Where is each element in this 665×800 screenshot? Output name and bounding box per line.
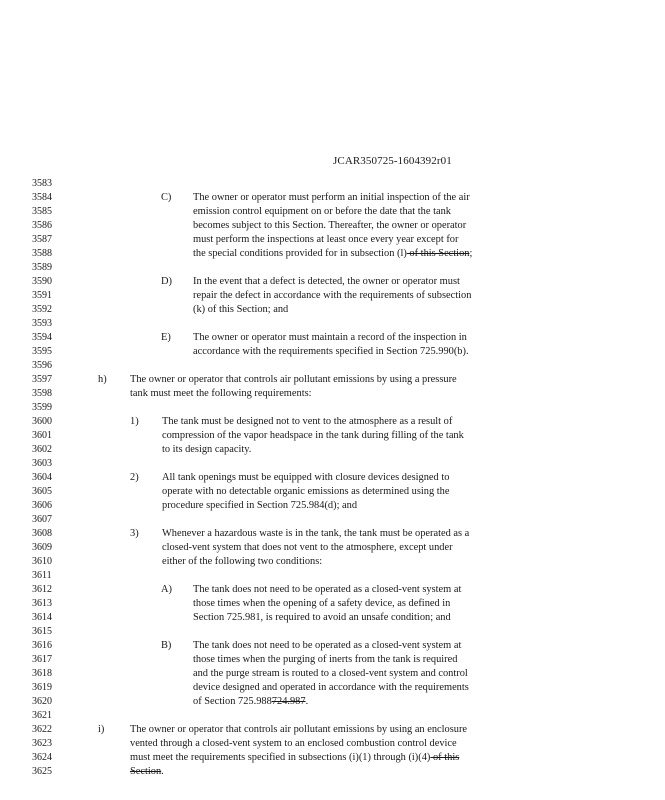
paragraph-line: operate with no detectable organic emissions as determined using the — [162, 486, 450, 497]
paragraph-line: accordance with the requirements specified in Section 725.990(b). — [193, 346, 469, 357]
line-number: 3595 — [32, 346, 52, 357]
line-number: 3602 — [32, 444, 52, 455]
paragraph-line: The tank does not need to be operated as a closed-vent system at — [193, 584, 462, 595]
paragraph-label: 3) — [130, 528, 139, 539]
line-number: 3585 — [32, 206, 52, 217]
paragraph-label: A) — [161, 584, 172, 595]
paragraph-line: device designed and operated in accordance with the requirements — [193, 682, 469, 693]
paragraph-line: Whenever a hazardous waste is in the tank, the tank must be operated as a — [162, 528, 470, 539]
line-number: 3624 — [32, 752, 52, 763]
line-number: 3600 — [32, 416, 52, 427]
paragraph-label: h) — [98, 374, 107, 385]
paragraph-label: i) — [98, 724, 105, 735]
paragraph-label: 1) — [130, 416, 139, 427]
paragraph-line: those times when the purging of inerts from the tank is required — [193, 654, 458, 665]
line-number: 3596 — [32, 360, 52, 371]
line-number: 3618 — [32, 668, 52, 679]
paragraph-line: In the event that a defect is detected, the owner or operator must — [193, 276, 460, 287]
line-number: 3590 — [32, 276, 52, 287]
line-number: 3586 — [32, 220, 52, 231]
line-number: 3625 — [32, 766, 52, 777]
paragraph-line: The owner or operator must perform an initial inspection of the air — [193, 192, 470, 203]
paragraph-line — [193, 248, 472, 260]
line-number: 3619 — [32, 682, 52, 693]
paragraph-text: . — [305, 696, 309, 707]
paragraph-line: repair the defect in accordance with the requirements of subsection — [193, 290, 472, 301]
paragraph-line: must perform the inspections at least once every year except for — [193, 234, 459, 245]
line-number: 3584 — [32, 192, 52, 203]
line-number: 3593 — [32, 318, 52, 329]
struck-text: of this — [430, 752, 460, 763]
struck-text: Section — [130, 766, 162, 777]
line-number: 3622 — [32, 724, 52, 735]
paragraph-line: compression of the vapor headspace in the tank during filling of the tank — [162, 430, 464, 441]
line-number: 3587 — [32, 234, 52, 245]
paragraph-line: tank must meet the following requirements: — [130, 388, 312, 399]
line-number: 3599 — [32, 402, 52, 413]
paragraph-text: . — [161, 766, 164, 777]
line-number: 3614 — [32, 612, 52, 623]
paragraph-line: The tank must be designed not to vent to the atmosphere as a result of — [162, 416, 453, 427]
paragraph-line: The owner or operator must maintain a record of the inspection in — [193, 332, 467, 343]
paragraph-line: The owner or operator that controls air pollutant emissions by using an enclosure — [130, 724, 468, 735]
line-number: 3612 — [32, 584, 52, 595]
paragraph-label: C) — [161, 192, 172, 203]
line-number: 3623 — [32, 738, 52, 749]
paragraph-line: to its design capacity. — [162, 444, 252, 455]
paragraph-line: emission control equipment on or before the date that the tank — [193, 206, 451, 217]
line-number: 3604 — [32, 472, 52, 483]
line-number: 3583 — [32, 178, 52, 189]
paragraph-line: vented through a closed-vent system to an enclosed combustion control device — [130, 738, 457, 749]
line-number: 3603 — [32, 458, 52, 469]
paragraph-text: ; — [469, 248, 473, 259]
line-number: 3616 — [32, 640, 52, 651]
paragraph-line: (k) of this Section; and — [193, 304, 289, 315]
line-number: 3591 — [32, 290, 52, 301]
paragraph-line — [130, 752, 459, 764]
paragraph-label: 2) — [130, 472, 139, 483]
line-number: 3609 — [32, 542, 52, 553]
paragraph-line: either of the following two conditions: — [162, 556, 323, 567]
document-id-header: JCAR350725-1604392r01 — [333, 155, 452, 167]
paragraph-line: All tank openings must be equipped with closure devices designed to — [162, 472, 450, 483]
paragraph-line — [193, 696, 308, 708]
line-number: 3589 — [32, 262, 52, 273]
paragraph-line: and the purge stream is routed to a closed-vent system and control — [193, 668, 468, 679]
line-number: 3598 — [32, 388, 52, 399]
struck-text: of this Section — [406, 248, 470, 259]
paragraph-label: D) — [161, 276, 172, 287]
paragraph-line: The tank does not need to be operated as a closed-vent system at — [193, 640, 462, 651]
line-number: 3617 — [32, 654, 52, 665]
line-number: 3613 — [32, 598, 52, 609]
line-number: 3594 — [32, 332, 52, 343]
paragraph-text: the special conditions provided for in subsection (l) — [193, 248, 407, 259]
line-number: 3608 — [32, 528, 52, 539]
line-number: 3611 — [32, 570, 52, 581]
line-number: 3620 — [32, 696, 52, 707]
paragraph-line — [130, 766, 164, 778]
line-number: 3606 — [32, 500, 52, 511]
line-number: 3607 — [32, 514, 52, 525]
paragraph-line: becomes subject to this Section. Thereafter, the owner or operator — [193, 220, 467, 231]
paragraph-text: must meet the requirements specified in subsections (i)(1) through (i)(4) — [130, 752, 431, 763]
paragraph-line: procedure specified in Section 725.984(d); and — [162, 500, 358, 511]
line-number: 3592 — [32, 304, 52, 315]
struck-text: 724.987 — [271, 696, 306, 707]
paragraph-line: closed-vent system that does not vent to the atmosphere, except under — [162, 542, 453, 553]
paragraph-label: B) — [161, 640, 172, 651]
paragraph-line: those times when the opening of a safety device, as defined in — [193, 598, 451, 609]
paragraph-label: E) — [161, 332, 171, 343]
line-number: 3601 — [32, 430, 52, 441]
line-number: 3597 — [32, 374, 52, 385]
line-number: 3605 — [32, 486, 52, 497]
line-number: 3615 — [32, 626, 52, 637]
paragraph-line: The owner or operator that controls air pollutant emissions by using a pressure — [130, 374, 457, 385]
paragraph-text: of Section 725.988 — [193, 696, 272, 707]
line-number: 3610 — [32, 556, 52, 567]
paragraph-line: Section 725.981, is required to avoid an unsafe condition; and — [193, 612, 451, 623]
line-number: 3588 — [32, 248, 52, 259]
line-number: 3621 — [32, 710, 52, 721]
